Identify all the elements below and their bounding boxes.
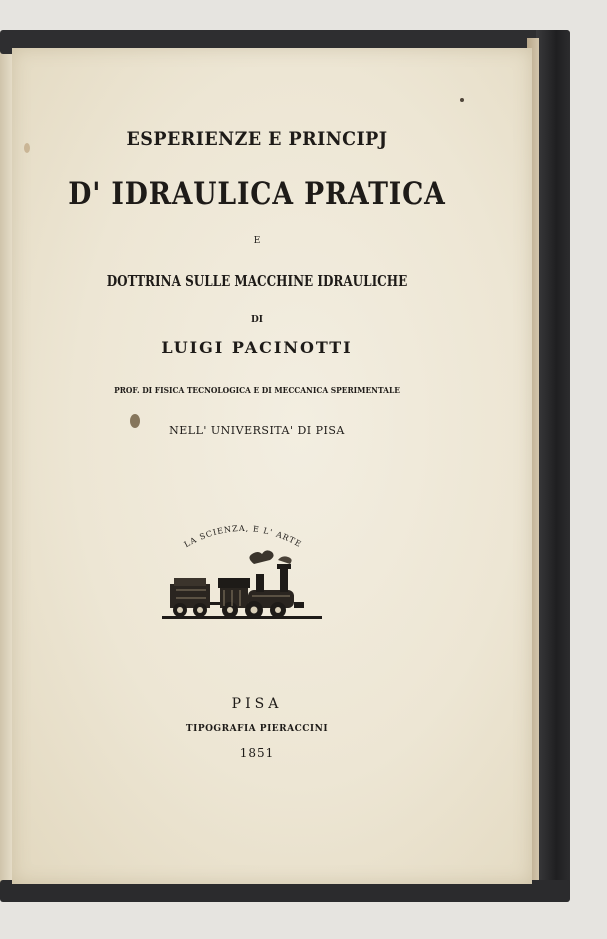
imprint-printer: TIPOGRAFIA PIERACCINI	[185, 724, 329, 734]
foxing-spot	[460, 98, 464, 102]
author-title: PROF. DI FISICA TECNOLOGICA E DI MECCANICA SPERIMENTALE	[114, 386, 400, 396]
binding-spine	[536, 30, 570, 902]
subtitle: DOTTRINA SULLE MACCHINE IDRAULICHE	[106, 272, 408, 290]
title-line-1: ESPERIENZE E PRINCIPJ	[126, 128, 388, 150]
imprint-year: 1851	[239, 746, 275, 760]
by-line: DI	[250, 315, 263, 325]
steam-locomotive-icon	[158, 506, 328, 624]
main-title: D' IDRAULICA PRATICA	[68, 176, 446, 212]
imprint-place: PISA	[231, 696, 283, 712]
author-name: LUIGI PACINOTTI	[161, 338, 353, 357]
title-page	[12, 48, 532, 884]
vignette-motto: LA SCIENZA, E L' ARTE	[182, 523, 304, 550]
conjunction: E	[253, 236, 261, 246]
foxing-spot	[24, 143, 30, 153]
printer-vignette	[158, 506, 328, 624]
institution: NELL' UNIVERSITA' DI PISA	[169, 424, 345, 437]
